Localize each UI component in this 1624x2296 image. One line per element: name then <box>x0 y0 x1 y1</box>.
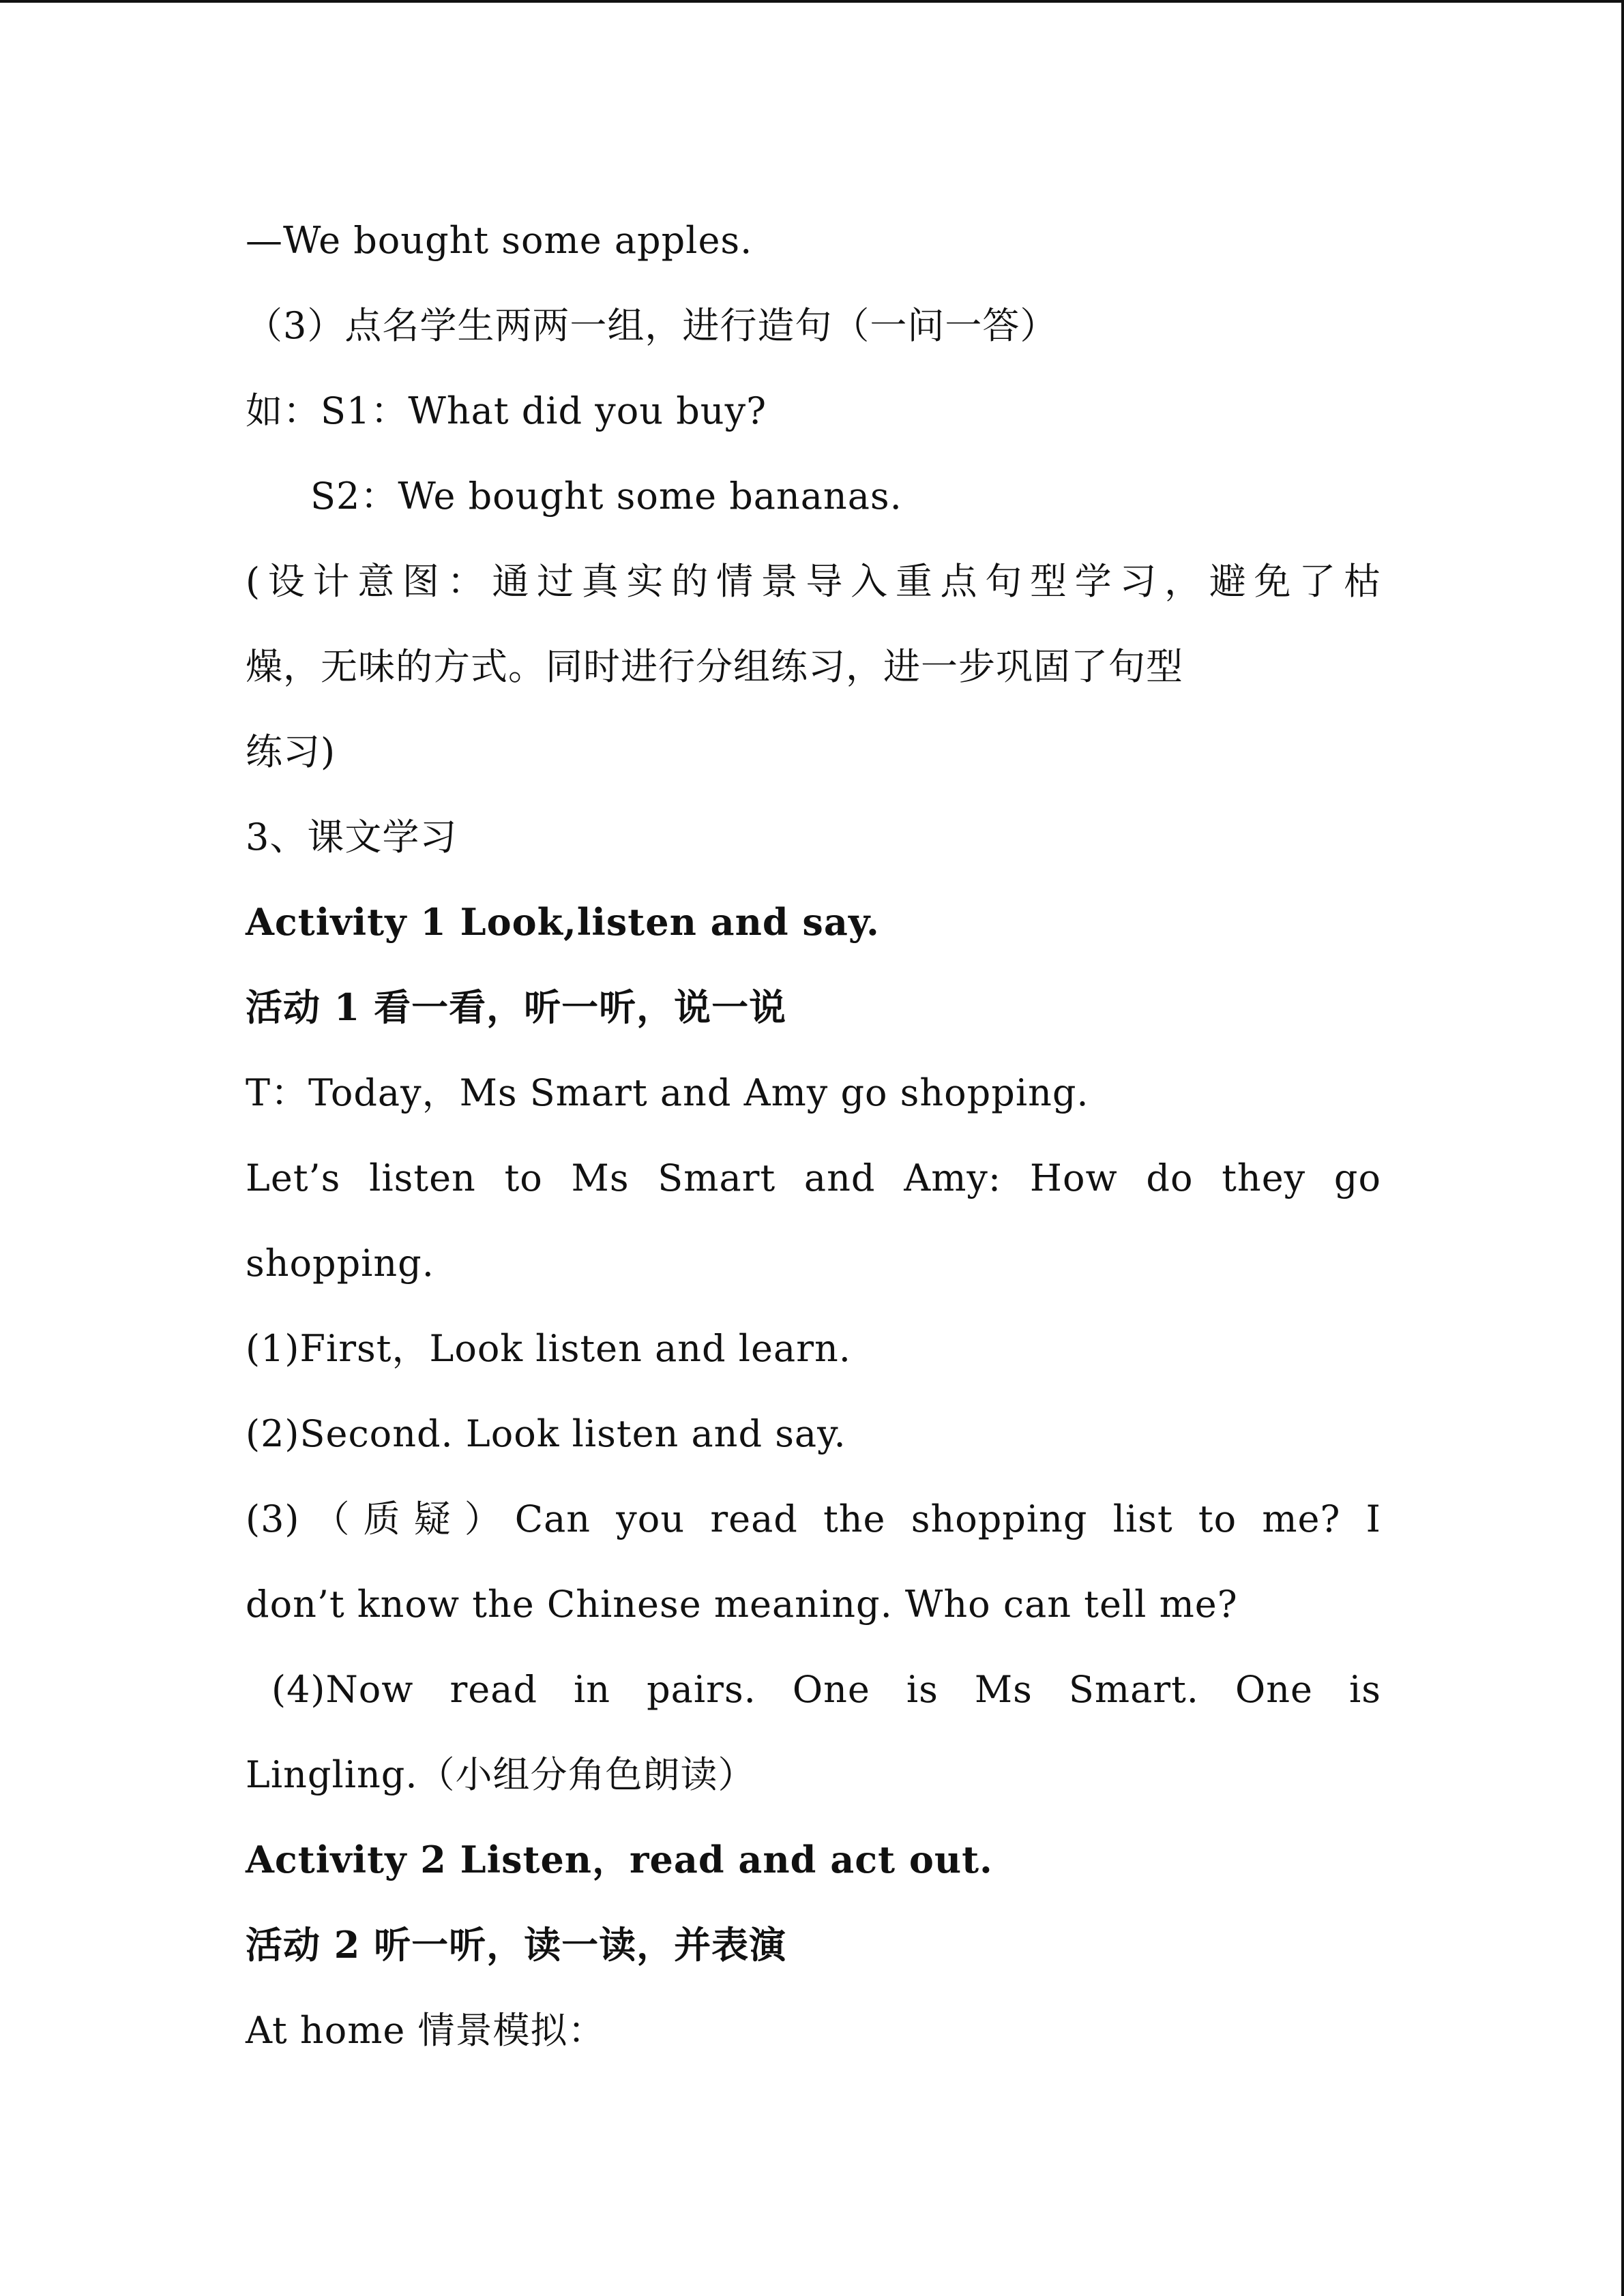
page-top-border <box>0 0 1624 3</box>
example-s2-answer: S2：We bought some bananas. <box>310 475 902 518</box>
activity-2-title-zh: 活动 2 听一听，读一读，并表演 <box>246 1923 787 1967</box>
activity-2-title-en: Activity 2 Listen，read and act out. <box>246 1838 993 1881</box>
document-body <box>246 198 1381 2073</box>
teacher-intro-line: T：Today，Ms Smart and Amy go shopping. <box>246 1071 1089 1114</box>
step-3-question-line-1: (3)（质疑）Can you read the shopping list to me? I <box>246 1497 1381 1540</box>
activity-1-title-en: Activity 1 Look,listen and say. <box>246 900 880 944</box>
at-home-scenario-line: At home 情景模拟： <box>246 2009 606 2052</box>
page-right-border <box>1621 0 1624 2296</box>
step-3-pair-practice: （3）点名学生两两一组，进行造句（一问一答） <box>246 304 1058 347</box>
listen-prompt-line-2: shopping. <box>246 1242 434 1285</box>
step-1-listen-learn: (1)First，Look listen and learn. <box>246 1327 851 1370</box>
listen-prompt-line-1: Let’s listen to Ms Smart and Amy: How do they go <box>246 1157 1381 1199</box>
step-4-pairs-line-1: (4)Now read in pairs. One is Ms Smart. One is <box>271 1668 1381 1711</box>
design-intent-line-3: 练习) <box>246 730 336 773</box>
step-4-pairs-line-2: Lingling.（小组分角色朗读） <box>246 1753 756 1796</box>
example-s1-question: 如：S1：What did you buy? <box>246 389 767 432</box>
design-intent-line-1: (设计意图：通过真实的情景导入重点句型学习，避免了枯 <box>246 560 1381 603</box>
section-heading-text-study: 3、课文学习 <box>246 816 458 859</box>
step-2-listen-say: (2)Second. Look listen and say. <box>246 1412 846 1455</box>
design-intent-line-2: 燥，无味的方式。同时进行分组练习，进一步巩固了句型 <box>246 645 1183 688</box>
answer-line-apples: —We bought some apples. <box>246 219 753 262</box>
step-3-question-line-2: don’t know the Chinese meaning. Who can tell me? <box>246 1583 1238 1626</box>
activity-1-title-zh: 活动 1 看一看，听一听，说一说 <box>246 985 787 1029</box>
